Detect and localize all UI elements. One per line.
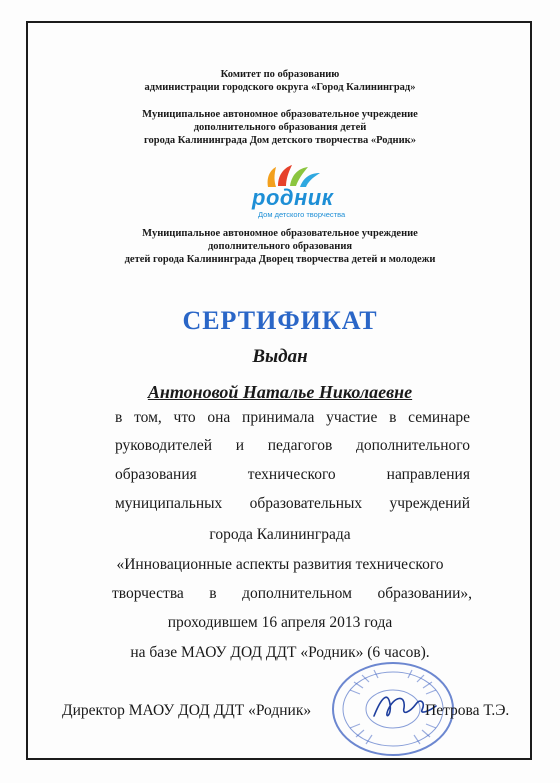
recipient-name: Антоновой Наталье Николаевне — [147, 382, 413, 402]
logo-wordmark: родник — [252, 185, 334, 210]
body-line: муниципальных образовательных учреждений — [115, 495, 470, 512]
body-line: проходившем 16 апреля 2013 года — [167, 614, 393, 631]
director-position: Директор МАОУ ДОД ДДТ «Родник» — [62, 702, 312, 719]
body-line: в том, что она принимала участие в семинаре — [115, 409, 470, 426]
director-name: Петрова Т.Э. — [425, 702, 510, 719]
institution-header-1: Муниципальное автономное образовательное учреждение дополнительного образования детей города Калининграда Дом детского творчества «Родник» — [142, 109, 418, 146]
body-line: на базе МАОУ ДОД ДДТ «Родник» (6 часов). — [130, 644, 430, 661]
body-line: творчества в дополнительном образовании», — [112, 585, 472, 602]
committee-header: Комитет по образованию администрации городского округа «Город Калининград» — [144, 69, 416, 93]
logo-subtitle: Дом детского творчества — [258, 210, 346, 219]
rodnik-logo — [238, 163, 348, 221]
body-line: города Калининграда — [209, 526, 351, 543]
institution-header-2: Муниципальное автономное образовательное учреждение дополнительного образования детей города Калининграда Дворец творчества детей и молодежи — [124, 228, 436, 265]
body-line: «Инновационные аспекты развития технического — [116, 556, 444, 573]
body-line: образования технического направления — [115, 466, 470, 483]
issued-label: Выдан — [252, 346, 308, 367]
certificate-title: СЕРТИФИКАТ — [182, 306, 378, 335]
body-line: руководителей и педагогов дополнительного — [115, 437, 470, 454]
